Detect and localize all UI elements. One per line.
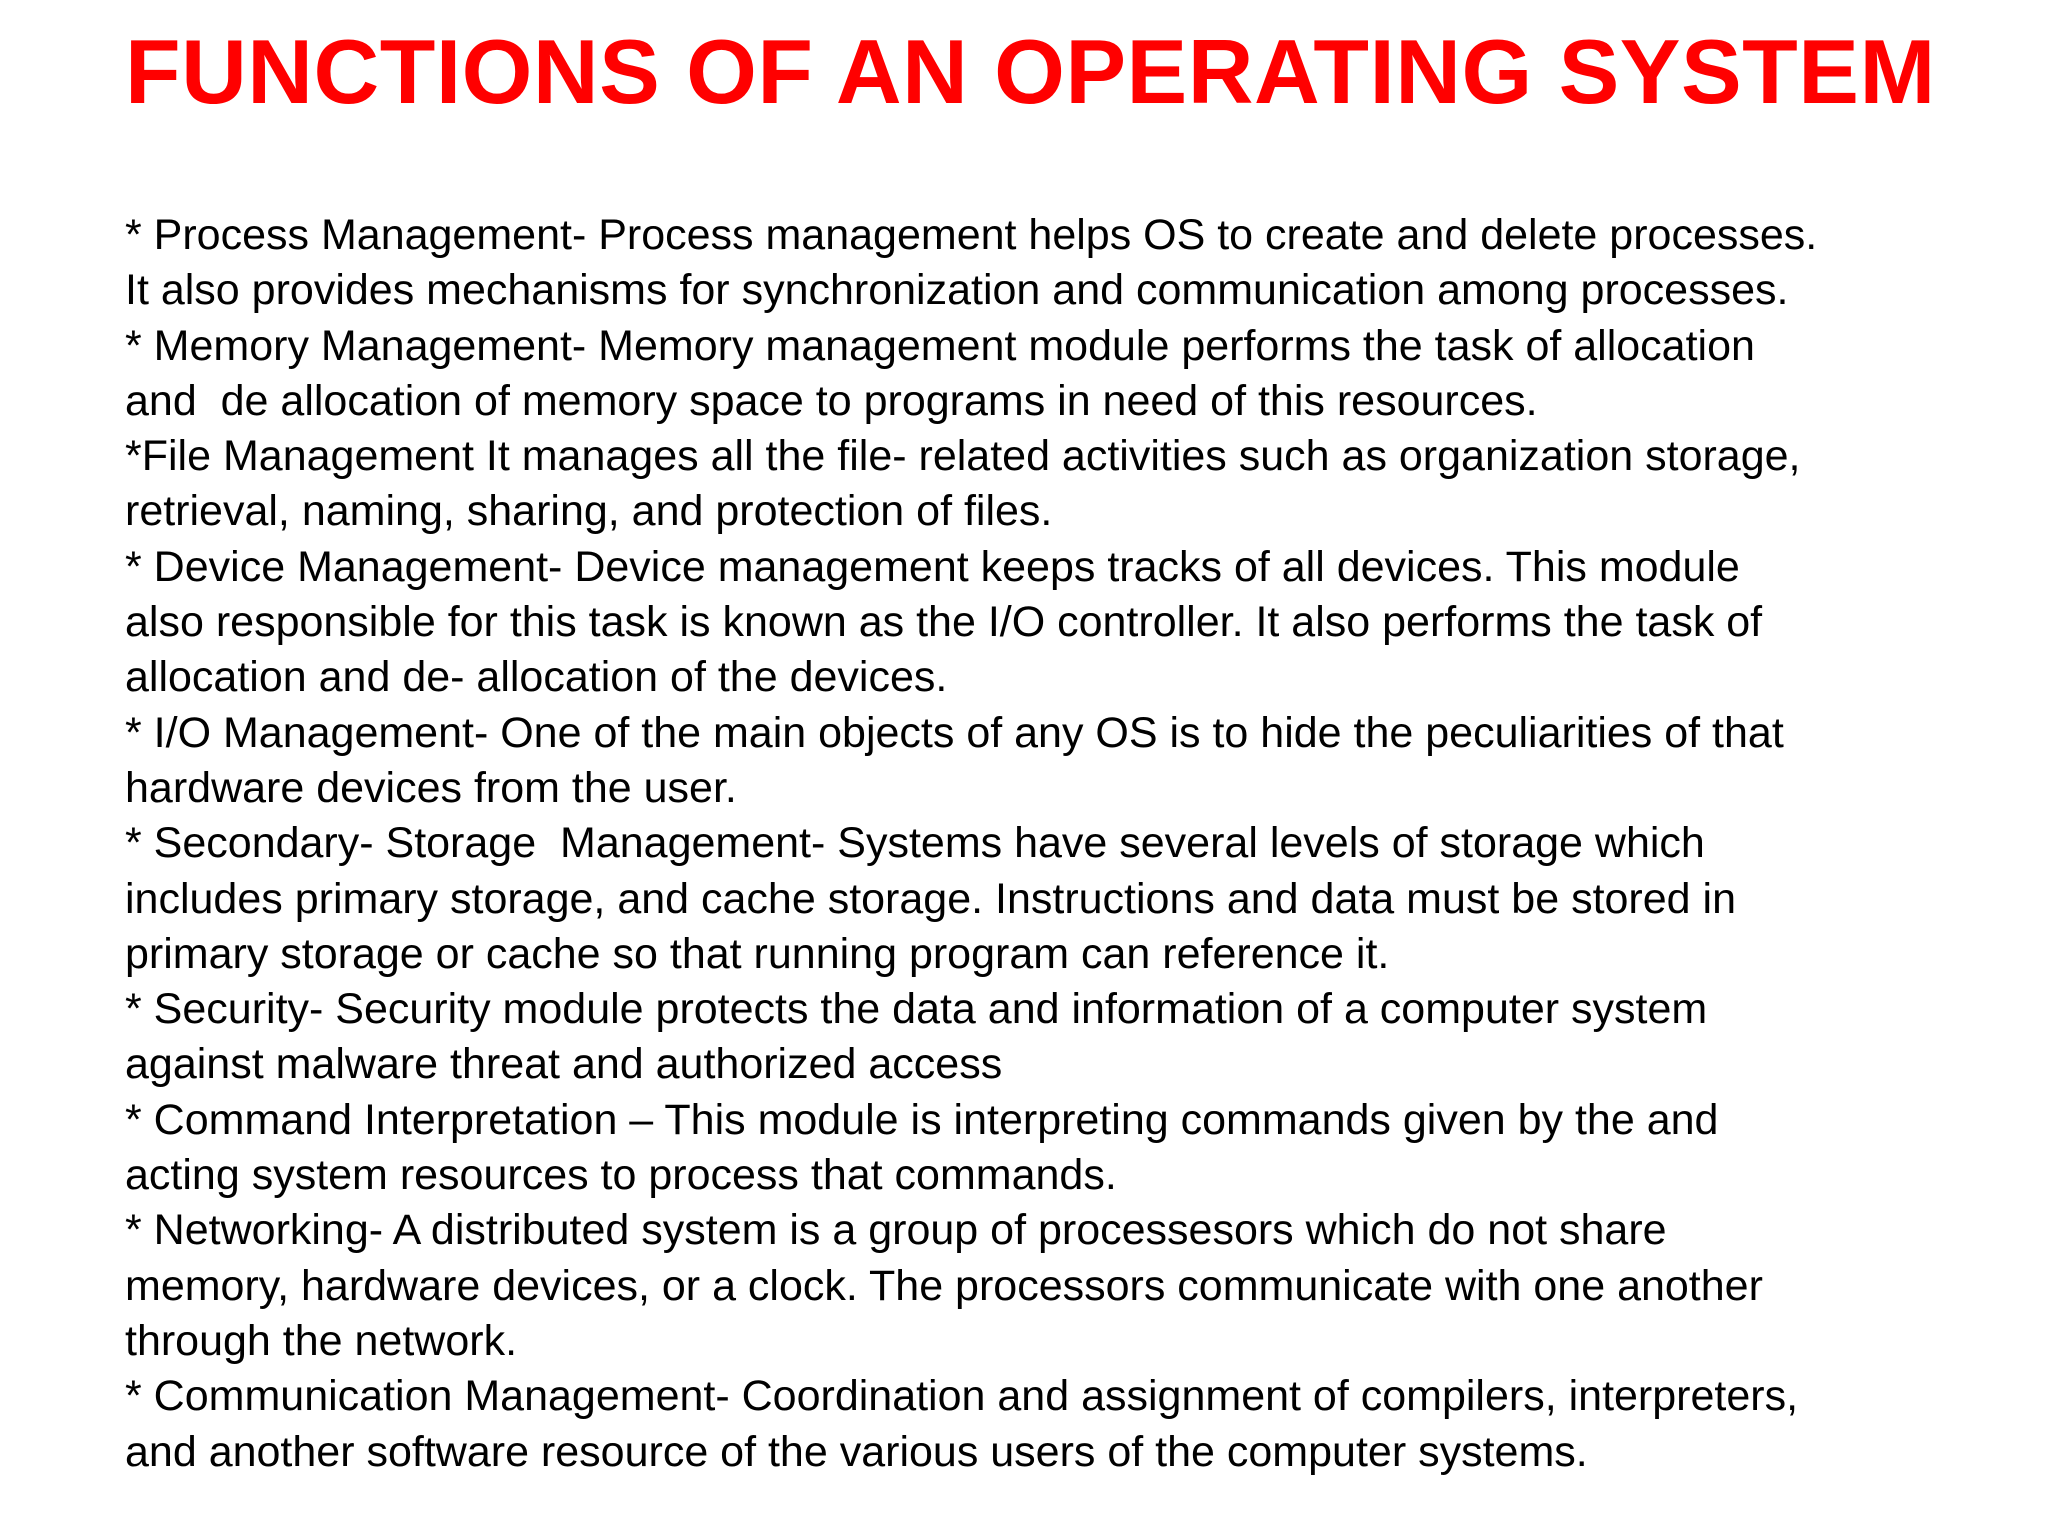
body-line: allocation and de- allocation of the devices. [125, 653, 948, 702]
body-line: * Process Management- Process management helps OS to create and delete processes. [125, 211, 1818, 259]
body-line: * Device Management- Device management keeps tracks of all devices. This module [125, 542, 1740, 591]
body-line: * Memory Management- Memory management module performs the task of allocation [125, 321, 1755, 370]
body-line: * I/O Management- One of the main objects of any OS is to hide the peculiarities of that [125, 708, 1784, 757]
body-line: also responsible for this task is known as the I/O controller. It also performs the task of [125, 598, 1763, 647]
body-line: includes primary storage, and cache storage. Instructions and data must be stored in [125, 874, 1736, 923]
body-line: It also provides mechanisms for synchronization and communication among processes. [125, 266, 1789, 315]
slide-title: FUNCTIONS OF AN OPERATING SYSTEM [125, 22, 1936, 123]
body-line: * Secondary- Storage Management- Systems have several levels of storage which [125, 819, 1705, 868]
body-line: against malware threat and authorized access [125, 1040, 1003, 1089]
slide-body [125, 208, 2025, 1480]
body-line: through the network. [125, 1316, 518, 1365]
body-line: * Security- Security module protects the data and information of a computer system [125, 985, 1708, 1034]
body-line: * Command Interpretation – This module is interpreting commands given by the and [125, 1095, 1719, 1144]
body-line: hardware devices from the user. [125, 763, 737, 812]
body-line: acting system resources to process that commands. [125, 1151, 1117, 1200]
body-line: primary storage or cache so that running program can reference it. [125, 929, 1390, 978]
body-line: and de allocation of memory space to programs in need of this resources. [125, 376, 1538, 425]
body-line: * Networking- A distributed system is a group of processesors which do not share [125, 1206, 1667, 1255]
body-line: retrieval, naming, sharing, and protection of files. [125, 487, 1053, 536]
body-line: * Communication Management- Coordination and assignment of compilers, interpreters, [125, 1372, 1799, 1421]
body-line: and another software resource of the various users of the computer systems. [125, 1427, 1588, 1476]
body-line: memory, hardware devices, or a clock. The processors communicate with one another [125, 1261, 1763, 1310]
body-line: *File Management It manages all the file- related activities such as organization storage, [125, 432, 1801, 481]
